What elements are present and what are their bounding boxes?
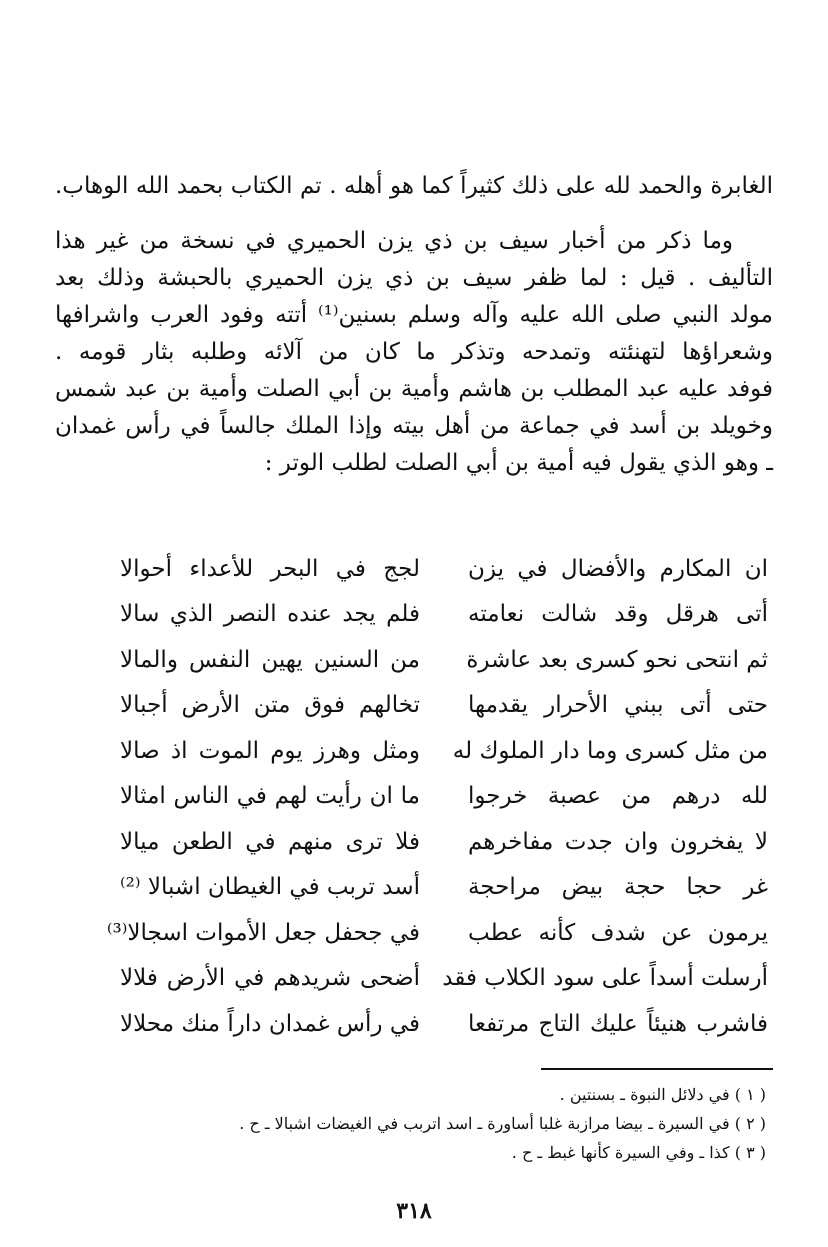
verse-first-hemistich: أرسلت أسداً على سود الكلاب فقد [442,965,768,992]
poem-verse [80,1001,768,1047]
poem-verse [80,546,768,592]
poem-verse [80,637,768,683]
footnote: ( ٢ ) في السيرة ـ بيضا مرازبة غلبا أساورة ـ اسد اتربب في الغيضات اشبالا ـ ح . [239,1114,766,1133]
verse-first-hemistich: غر حجا حجة بيض مراحجة [468,874,768,901]
verse-second-hemistich: ومثل وهرز يوم الموت اذ صالا [120,737,420,764]
footnote: ( ١ ) في دلائل النبوة ـ بسنتين . [559,1085,766,1104]
poem-verse [80,774,768,820]
poem-verse [80,683,768,729]
prose-text [55,168,773,482]
verse-first-hemistich: يرمون عن شدف كأنه عطب [468,919,768,946]
poem-verse [80,865,768,911]
verse-second-hemistich: في جحفل جعل الأموات اسجالا⁽³⁾ [106,919,420,946]
verse-second-hemistich: فلم يجد عنده النصر الذي سالا [120,601,420,628]
verse-second-hemistich: أسد تربب في الغيطان اشبالا ⁽²⁾ [120,874,420,901]
poem [80,546,768,1047]
verse-first-hemistich: لا يفخرون وان جدت مفاخرهم [468,828,768,855]
text-line: وشعراؤها لتهنئته وتمدحه وتذكر ما كان من آلائه وطلبه بثار قومه . [55,339,773,365]
poem-verse [80,728,768,774]
verse-first-hemistich: ثم انتحى نحو كسرى بعد عاشرة [466,646,768,673]
verse-second-hemistich: فلا ترى منهم في الطعن ميالا [120,828,420,855]
verse-first-hemistich: أتى هرقل وقد شالت نعامته [468,601,768,628]
text-line: وخويلد بن أسد في جماعة من أهل بيته وإذا الملك جالساً في رأس غمدان [55,413,773,439]
verse-second-hemistich: لجج في البحر للأعداء أحوالا [120,555,420,582]
poem-verse [80,956,768,1002]
poem-verse [80,910,768,956]
verse-second-hemistich: تخالهم فوق متن الأرض أجبالا [120,692,420,719]
verse-first-hemistich: لله درهم من عصبة خرجوا [468,783,768,810]
text-line: ـ وهو الذي يقول فيه أمية بن أبي الصلت لطلب الوتر : [264,450,773,476]
verse-second-hemistich: أضحى شريدهم في الأرض فلالا [120,965,420,992]
text-line: التأليف . قيل : لما ظفر سيف بن ذي يزن الحميري بالحبشة وذلك بعد [55,265,773,291]
text-line: الغابرة والحمد لله على ذلك كثيراً كما هو أهله . تم الكتاب بحمد الله الوهاب. [55,173,773,199]
verse-second-hemistich: ما ان رأيت لهم في الناس امثالا [120,783,420,810]
verse-first-hemistich: فاشرب هنيئاً عليك التاج مرتفعا [468,1010,768,1037]
verse-second-hemistich: من السنين يهين النفس والمالا [120,646,420,673]
page-number: ٣١٨ [396,1198,432,1224]
verse-second-hemistich: في رأس غمدان داراً منك محلالا [120,1010,420,1037]
poem-verse [80,819,768,865]
verse-first-hemistich: من مثل كسرى وما دار الملوك له [452,737,768,764]
text-line: فوفد عليه عبد المطلب بن هاشم وأمية بن أبي الصلت وأمية بن عبد شمس [55,376,773,402]
verse-first-hemistich: ان المكارم والأفضال في يزن [468,555,768,582]
verse-first-hemistich: حتى أتى ببني الأحرار يقدمها [468,692,768,719]
poem-verse [80,592,768,638]
text-line: وما ذكر من أخبار سيف بن ذي يزن الحميري في نسخة من غير هذا [55,228,733,254]
footnotes [60,1080,766,1167]
footnote-divider [541,1068,773,1070]
text-line: مولد النبي صلى الله عليه وآله وسلم بسنين⁽¹⁾ أتته وفود العرب واشرافها [55,302,773,328]
footnote: ( ٣ ) كذا ـ وفي السيرة كأنها غبط ـ ح . [511,1143,766,1162]
